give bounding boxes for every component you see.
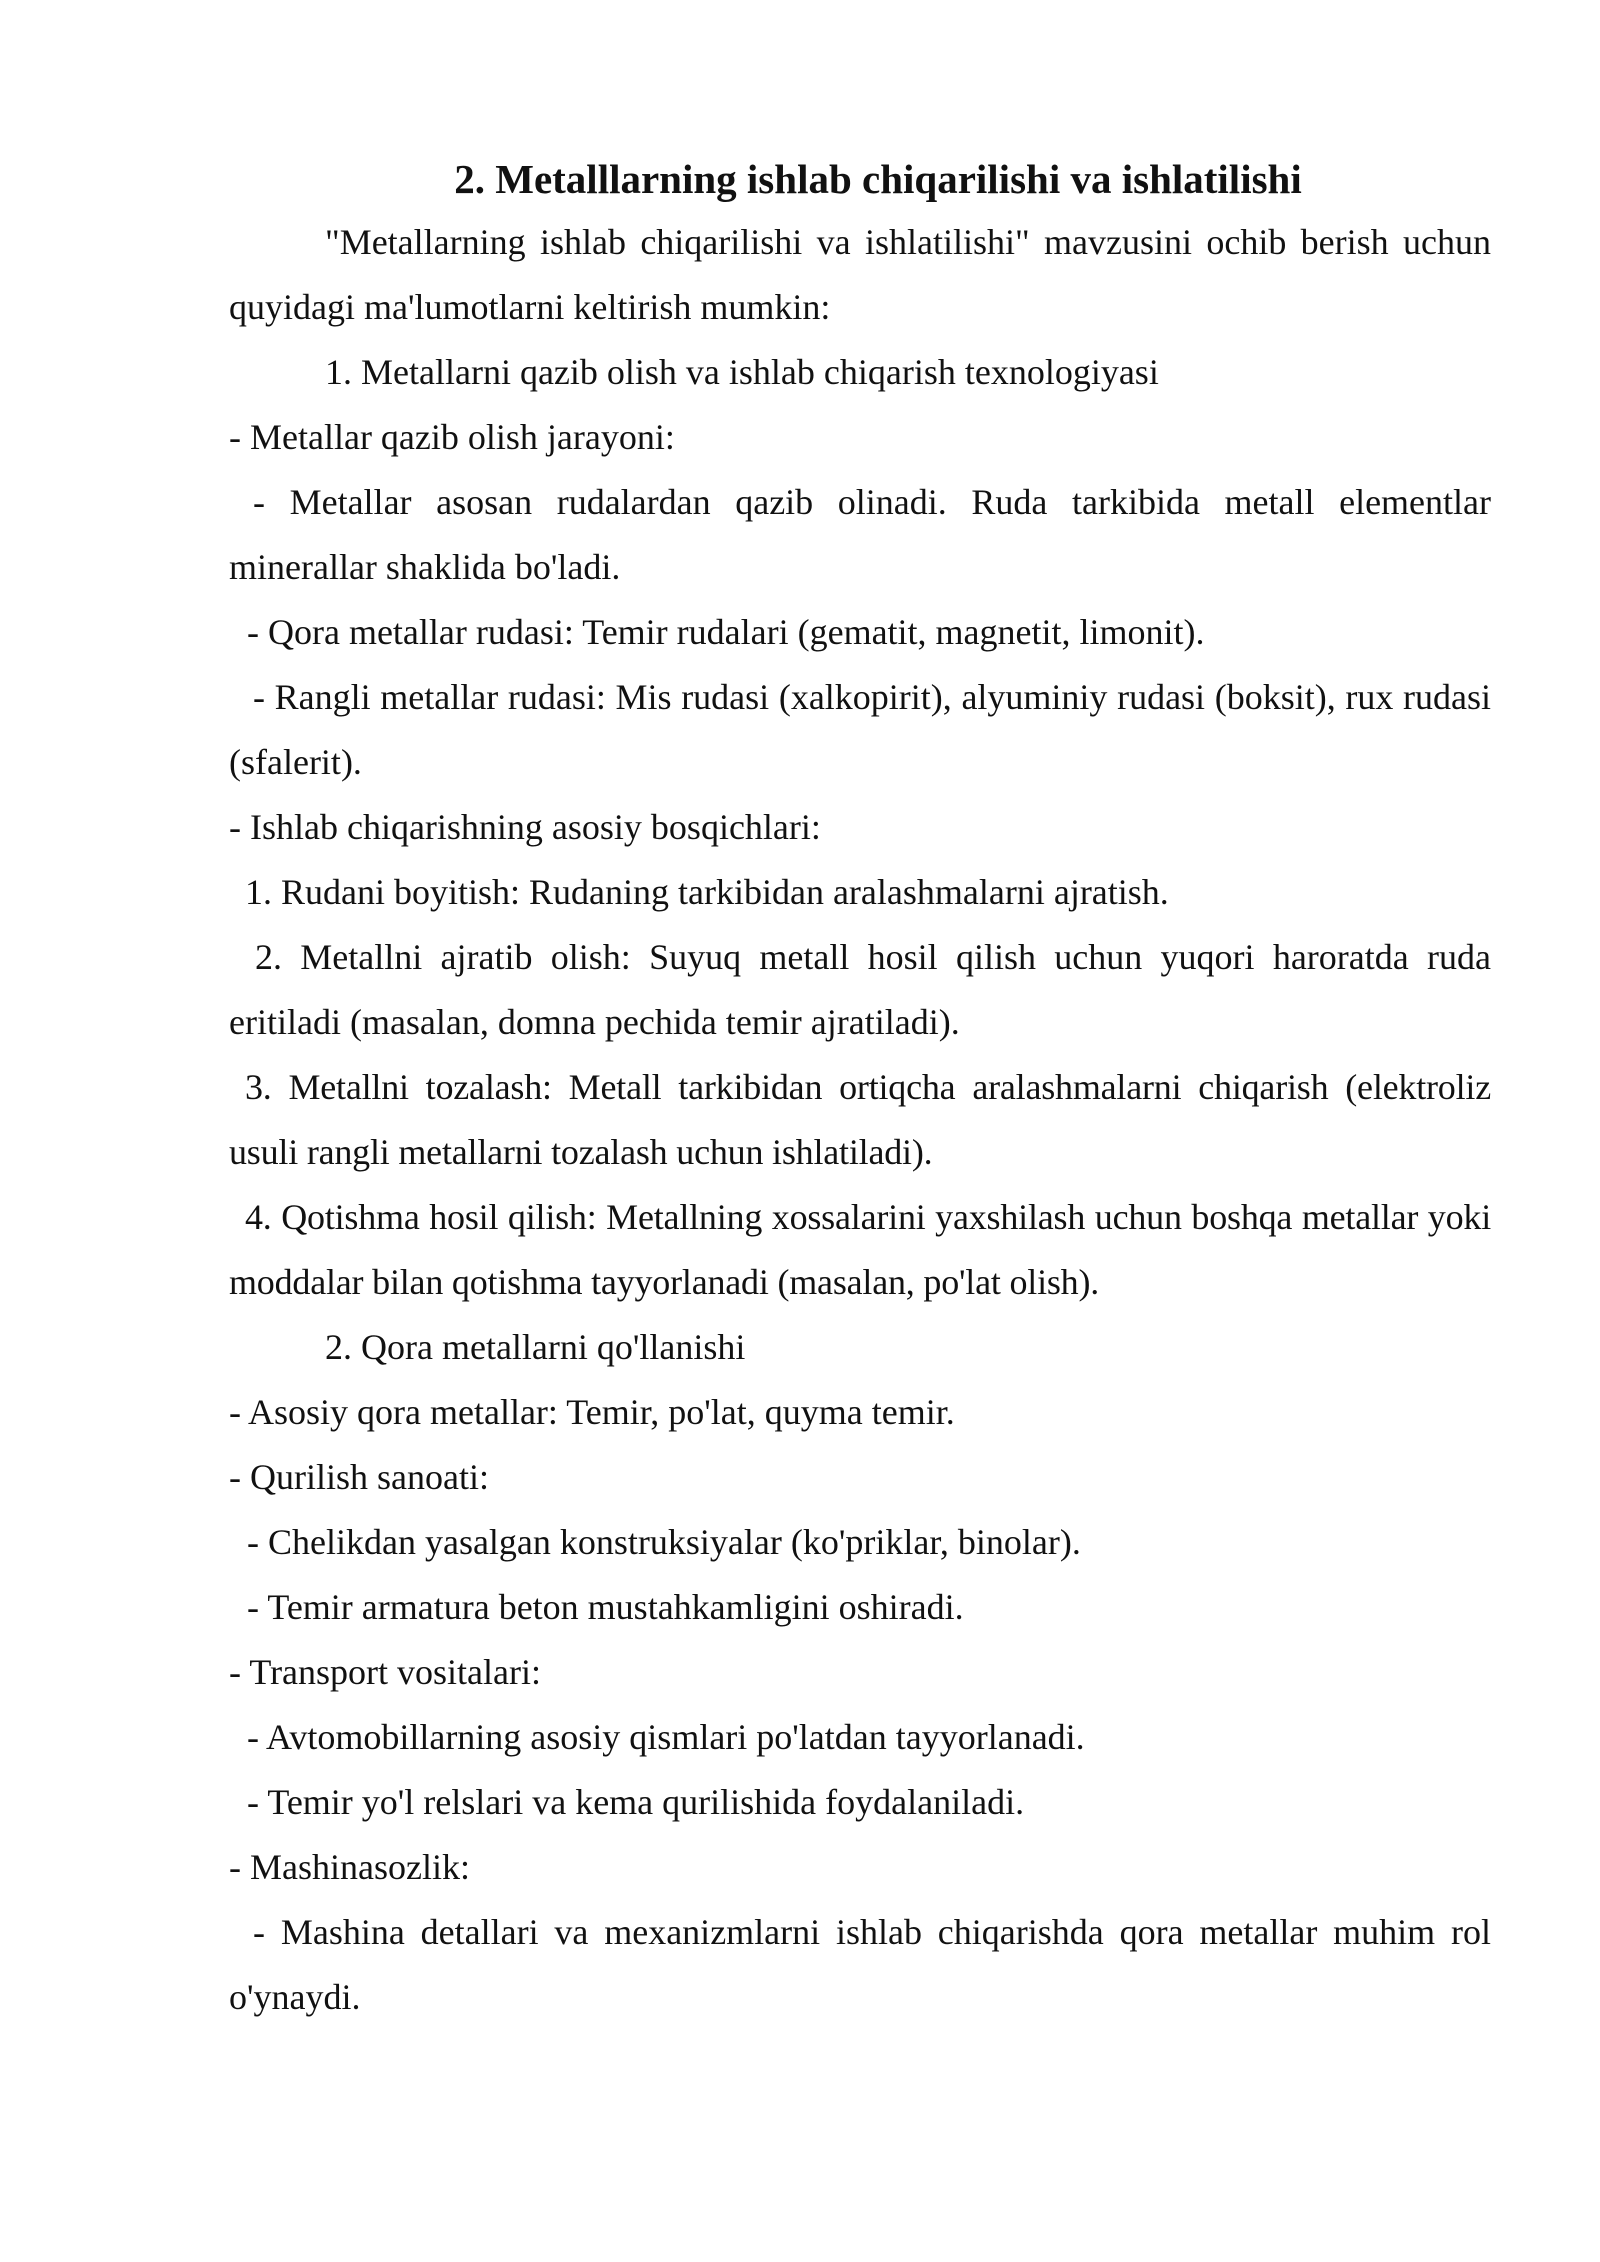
- list-item: - Transport vositalari:: [229, 1652, 541, 1692]
- list-item: - Rangli metallar rudasi: Mis rudasi (xalkopirit), alyuminiy rudasi (boksit), rux rudasi (sfalerit).: [229, 677, 1491, 782]
- list-item: - Metallar qazib olish jarayoni:: [229, 417, 675, 457]
- list-item: - Qora metallar rudasi: Temir rudalari (gematit, magnetit, limonit).: [247, 612, 1205, 652]
- list-item: 1. Rudani boyitish: Rudaning tarkibidan aralashmalarni ajratish.: [245, 872, 1169, 912]
- list-item: 4. Qotishma hosil qilish: Metallning xossalarini yaxshilash uchun boshqa metallar yoki moddalar bilan qotishma tayyorlanadi (masalan, po'lat olish).: [229, 1197, 1491, 1302]
- document-body: [229, 148, 1491, 2030]
- list-item: - Temir yo'l relslari va kema qurilishida foydalaniladi.: [247, 1782, 1025, 1822]
- list-item: - Asosiy qora metallar: Temir, po'lat, quyma temir.: [229, 1392, 955, 1432]
- section-heading-1: 1. Metallarni qazib olish va ishlab chiqarish texnologiyasi: [325, 352, 1159, 392]
- section-heading-2: 2. Qora metallarni qo'llanishi: [325, 1327, 746, 1367]
- list-item: 2. Metallni ajratib olish: Suyuq metall hosil qilish uchun yuqori haroratda ruda eritiladi (masalan, domna pechida temir ajratiladi).: [229, 937, 1491, 1042]
- list-item: - Metallar asosan rudalardan qazib olinadi. Ruda tarkibida metall elementlar minerallar shaklida bo'ladi.: [229, 482, 1491, 587]
- document-title: 2. Metalllarning ishlab chiqarilishi va ishlatilishi: [454, 156, 1302, 202]
- list-item: - Chelikdan yasalgan konstruksiyalar (ko'priklar, binolar).: [247, 1522, 1081, 1562]
- list-item: - Qurilish sanoati:: [229, 1457, 489, 1497]
- list-item: - Temir armatura beton mustahkamligini oshiradi.: [247, 1587, 964, 1627]
- list-item: - Avtomobillarning asosiy qismlari po'latdan tayyorlanadi.: [247, 1717, 1085, 1757]
- list-item: 3. Metallni tozalash: Metall tarkibidan ortiqcha aralashmalarni chiqarish (elektroliz usuli rangli metallarni tozalash uchun ishlatiladi).: [229, 1067, 1491, 1172]
- list-item: - Mashinasozlik:: [229, 1847, 470, 1887]
- list-item: - Ishlab chiqarishning asosiy bosqichlari:: [229, 807, 821, 847]
- intro-paragraph: "Metallarning ishlab chiqarilishi va ishlatilishi" mavzusini ochib berish uchun quyidagi ma'lumotlarni keltirish mumkin:: [229, 222, 1491, 327]
- list-item: - Mashina detallari va mexanizmlarni ishlab chiqarishda qora metallar muhim rol o'ynaydi.: [229, 1912, 1491, 2017]
